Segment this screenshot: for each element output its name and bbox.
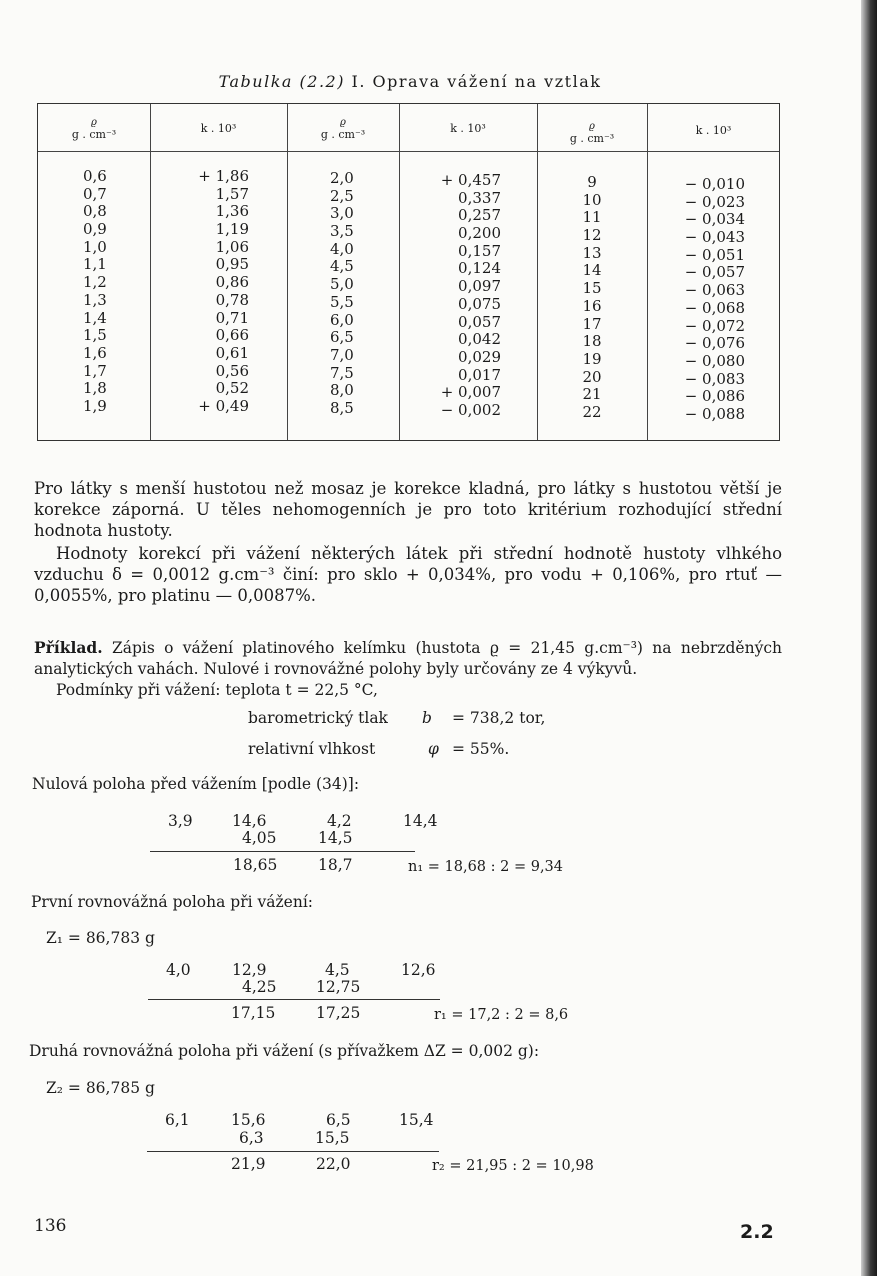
humidity-value: = 55%. xyxy=(452,740,510,758)
equilibrium2-title: Druhá rovnovážná poloha při vážení (s přívažkem ΔZ = 0,002 g): xyxy=(29,1042,540,1060)
equilibrium2-weight: Z₂ = 86,785 g xyxy=(46,1079,155,1097)
table-cell: 1,4 xyxy=(83,308,107,327)
col-divider xyxy=(537,104,538,440)
zero-result: n₁ = 18,68 : 2 = 9,34 xyxy=(408,859,564,875)
swing-sum: 17,15 xyxy=(231,1004,276,1022)
table-cell: 21 xyxy=(582,385,602,404)
table-cell: + 1,86 xyxy=(198,167,249,185)
equilibrium1-weight: Z₁ = 86,783 g xyxy=(46,929,155,947)
sum-rule xyxy=(147,1151,439,1152)
table-cell: 17 xyxy=(582,314,602,333)
table-cell: − 0,072 xyxy=(684,316,745,335)
table-cell: 0,95 xyxy=(215,255,249,274)
header-density xyxy=(537,121,647,145)
table-cell: 8,5 xyxy=(330,398,354,417)
table-cell: + 0,457 xyxy=(440,171,501,189)
col2-k xyxy=(399,172,501,420)
table-cell: 14 xyxy=(582,261,602,280)
table-cell: 0,200 xyxy=(458,224,501,243)
page-number: 136 xyxy=(34,1216,67,1236)
table-cell: 0,66 xyxy=(215,326,249,345)
table-cell: 2,5 xyxy=(330,186,354,205)
table-cell: − 0,086 xyxy=(684,387,745,406)
table-cell: 13 xyxy=(582,243,602,262)
table-cell: 0,017 xyxy=(458,365,501,384)
table-cell: 4,5 xyxy=(330,257,354,276)
table-cell: 1,19 xyxy=(215,220,249,239)
table-cell: 7,0 xyxy=(330,345,354,364)
header-k: k . 10³ xyxy=(695,124,732,137)
swing-value: 4,5 xyxy=(325,961,350,979)
table-cell: 0,097 xyxy=(458,277,501,296)
table-cell: 4,0 xyxy=(330,239,354,258)
swing-sum: 21,9 xyxy=(231,1155,266,1173)
barometric-label: barometrický tlak xyxy=(248,709,388,727)
conditions-line: Podmínky při vážení: teplota t = 22,5 °C, xyxy=(56,681,378,699)
table-cell: 0,075 xyxy=(458,294,501,313)
density-unit: g . cm⁻³ xyxy=(320,128,366,141)
table-cell: 3,5 xyxy=(330,222,354,241)
table-cell: 1,1 xyxy=(83,255,107,274)
table-cell: 2,0 xyxy=(330,169,354,187)
swing-sum: 18,7 xyxy=(318,856,353,874)
table-cell: 0,8 xyxy=(83,202,107,221)
table-cell: 0,042 xyxy=(458,330,501,349)
table-cell: 1,06 xyxy=(215,237,249,256)
table-cell: 16 xyxy=(582,296,602,315)
swing-value: 14,5 xyxy=(318,829,353,847)
swing-value: 3,9 xyxy=(168,812,193,830)
table-cell: 0,86 xyxy=(215,273,249,292)
table-cell: 1,6 xyxy=(83,343,107,362)
table-cell: 0,029 xyxy=(458,347,501,366)
table-cell: 1,2 xyxy=(83,273,107,292)
table-cell: 0,124 xyxy=(458,259,501,278)
swing-value: 6,3 xyxy=(239,1129,264,1147)
table-cell: 0,52 xyxy=(215,379,249,398)
table-cell: 7,5 xyxy=(330,363,354,382)
table-cell: 10 xyxy=(582,190,602,209)
swing-value: 14,6 xyxy=(232,812,267,830)
table-cell: 6,0 xyxy=(330,310,354,329)
barometric-value: = 738,2 tor, xyxy=(452,709,546,727)
rho-symbol: ϱ xyxy=(91,117,97,128)
humidity-symbol: φ xyxy=(428,740,439,758)
caption-number: Tabulka (2.2) xyxy=(218,72,345,91)
table-cell: − 0,002 xyxy=(440,400,501,419)
caption-title: I. Oprava vážení na vztlak xyxy=(344,72,602,91)
table-cell: − 0,063 xyxy=(684,281,745,300)
table-cell: − 0,057 xyxy=(684,263,745,282)
paragraph-correction-values: Hodnoty korekcí při vážení některých látek při střední hodnotě hustoty vlhkého vzduchu δ = 0,0012 g.cm⁻³ činí: pro sklo + 0,034%, pro vodu + 0,106%, pro rtuť — 0,0055%, pro platinu — 0,0087%. xyxy=(34,544,782,605)
swing-sum: 18,65 xyxy=(233,856,278,874)
table-cell: 11 xyxy=(582,208,602,227)
table-cell: 0,7 xyxy=(83,184,107,203)
table-cell: 1,9 xyxy=(83,396,107,415)
swing-value: 12,9 xyxy=(232,961,267,979)
header-density xyxy=(38,117,150,141)
table-cell: − 0,051 xyxy=(684,245,745,264)
equilibrium1-result: r₁ = 17,2 : 2 = 8,6 xyxy=(434,1007,569,1023)
table-cell: 0,057 xyxy=(458,312,501,331)
table-cell: 20 xyxy=(582,367,602,386)
section-number: 2.2 xyxy=(740,1221,774,1243)
swing-value: 4,05 xyxy=(242,829,277,847)
example-label: Příklad. xyxy=(34,638,103,657)
equilibrium1-title: První rovnovážná poloha při vážení: xyxy=(31,893,313,911)
table-cell: 3,0 xyxy=(330,204,354,223)
equilibrium2-result: r₂ = 21,95 : 2 = 10,98 xyxy=(432,1158,594,1174)
col3-k xyxy=(647,176,745,424)
table-cell: − 0,010 xyxy=(684,175,745,193)
table-cell: 15 xyxy=(582,279,602,298)
swing-value: 12,6 xyxy=(401,961,436,979)
swing-value: 6,5 xyxy=(326,1111,351,1129)
table-cell: 1,7 xyxy=(83,361,107,380)
table-cell: 12 xyxy=(582,226,602,245)
zero-position-title: Nulová poloha před vážením [podle (34)]: xyxy=(32,775,360,793)
header-k: k . 10³ xyxy=(450,122,486,135)
sum-rule xyxy=(150,851,415,852)
table-cell: − 0,076 xyxy=(684,334,745,353)
table-cell: 19 xyxy=(582,349,602,368)
table-cell: 5,0 xyxy=(330,275,354,294)
humidity-label: relativní vlhkost xyxy=(248,740,376,758)
swing-value: 6,1 xyxy=(165,1111,190,1129)
table-cell: 1,3 xyxy=(83,290,107,309)
table-cell: + 0,49 xyxy=(198,396,249,415)
table-cell: 1,0 xyxy=(83,237,107,256)
swing-sum: 22,0 xyxy=(316,1155,351,1173)
table-cell: − 0,068 xyxy=(684,298,745,317)
table-cell: − 0,083 xyxy=(684,369,745,388)
density-correction-table xyxy=(37,103,780,441)
swing-value: 14,4 xyxy=(403,812,438,830)
swing-value: 15,6 xyxy=(231,1111,266,1129)
swing-value: 4,25 xyxy=(242,978,277,996)
swing-value: 15,5 xyxy=(315,1129,350,1147)
swing-value: 15,4 xyxy=(399,1111,434,1129)
table-cell: 0,257 xyxy=(458,206,501,225)
table-cell: 0,9 xyxy=(83,220,107,239)
table-cell: 1,5 xyxy=(83,326,107,345)
table-cell: − 0,023 xyxy=(684,192,745,211)
table-cell: − 0,034 xyxy=(684,210,745,229)
table-cell: 0,6 xyxy=(83,167,107,185)
table-cell: 22 xyxy=(582,402,602,421)
col1-density xyxy=(83,168,107,416)
body-text xyxy=(34,478,782,606)
barometric-symbol: b xyxy=(422,709,432,727)
table-cell: − 0,088 xyxy=(684,404,745,423)
example-description: Zápis o vážení platinového kelímku (hustota ϱ = 21,45 g.cm⁻³) na nebrzděných analytických vahách. Nulové i rovnovážné polohy byly určovány ze 4 výkyvů. xyxy=(34,639,782,678)
swing-value: 12,75 xyxy=(316,978,361,996)
table-cell: 0,337 xyxy=(458,188,501,207)
paragraph-correction-sign: Pro látky s menší hustotou než mosaz je korekce kladná, pro látky s hustotou větší je korekce záporná. U těles nehomogenních je pro toto kritérium rozhodující střední hodnota hustoty. xyxy=(34,479,782,540)
density-unit: g . cm⁻³ xyxy=(569,132,615,145)
col1-k xyxy=(150,168,249,416)
table-cell: − 0,043 xyxy=(684,228,745,247)
table-cell: 1,57 xyxy=(215,184,249,203)
table-cell: + 0,007 xyxy=(440,383,501,402)
table-cell: 0,61 xyxy=(215,343,249,362)
col-divider xyxy=(287,104,288,440)
header-density xyxy=(287,117,399,141)
table-cell: − 0,080 xyxy=(684,351,745,370)
table-cell: 0,157 xyxy=(458,241,501,260)
table-cell: 0,56 xyxy=(215,361,249,380)
table-cell: 18 xyxy=(582,332,602,351)
table-cell: 6,5 xyxy=(330,328,354,347)
swing-value: 4,0 xyxy=(166,961,191,979)
rho-symbol: ϱ xyxy=(589,121,595,132)
table-cell: 5,5 xyxy=(330,292,354,311)
table-cell: 1,8 xyxy=(83,379,107,398)
table-cell: 8,0 xyxy=(330,381,354,400)
page-edge-shadow xyxy=(861,0,877,1276)
swing-sum: 17,25 xyxy=(316,1004,361,1022)
table-cell: 0,78 xyxy=(215,290,249,309)
sum-rule xyxy=(148,999,440,1000)
col3-density xyxy=(577,174,607,422)
table-cell: 9 xyxy=(587,173,597,191)
example-text xyxy=(34,637,782,701)
rho-symbol: ϱ xyxy=(340,117,346,128)
density-unit: g . cm⁻³ xyxy=(71,128,117,141)
header-k: k . 10³ xyxy=(200,122,237,135)
table-caption xyxy=(0,72,820,91)
table-cell: 0,71 xyxy=(215,308,249,327)
table-cell: 1,36 xyxy=(215,202,249,221)
col2-density xyxy=(330,170,354,418)
swing-value: 4,2 xyxy=(327,812,352,830)
